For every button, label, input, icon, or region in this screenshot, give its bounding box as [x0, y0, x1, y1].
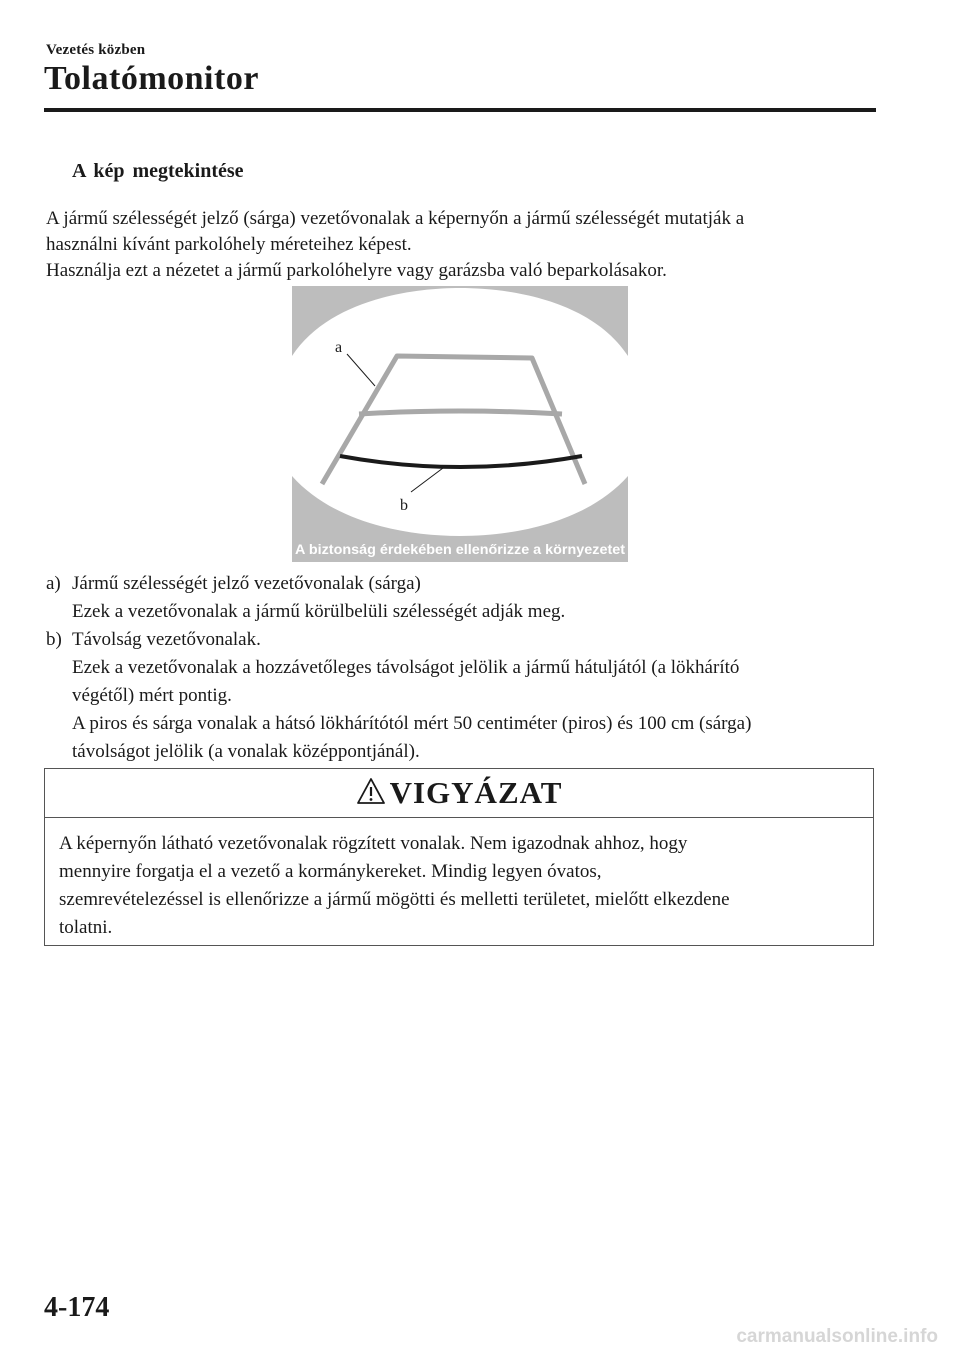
intro-line: használni kívánt parkolóhely méreteihez képest. [46, 234, 412, 255]
caution-line: tolatni. [59, 917, 113, 938]
safety-banner: A biztonság érdekében ellenőrizze a környezetet [295, 542, 626, 557]
legend-line: Távolság vezetővonalak. [72, 629, 261, 650]
legend-line: Jármű szélességét jelző vezetővonalak (sárga) [72, 573, 421, 594]
legend-item-b [46, 626, 886, 766]
caution-header [45, 769, 873, 818]
caution-title: VIGYÁZAT [389, 775, 563, 810]
legend-line: Ezek a vezetővonalak a hozzávetőleges távolságot jelölik a jármű hátuljától (a lökhárító [72, 657, 740, 678]
legend-line: végétől) mért pontig. [72, 685, 232, 706]
rear-camera-illustration [292, 286, 628, 562]
subheading: A kép megtekintése [72, 160, 244, 182]
legend-line: távolságot jelölik (a vonalak középpontjánál). [72, 741, 420, 762]
legend-key: a) [46, 573, 61, 594]
page-number: 4-174 [44, 1292, 110, 1323]
watermark: carmanualsonline.info [736, 1326, 938, 1347]
section-label: Vezetés közben [46, 42, 146, 58]
title-divider [44, 108, 876, 112]
caution-line: mennyire forgatja el a vezető a kormánykereket. Mindig legyen óvatos, [59, 861, 602, 882]
label-b: b [400, 497, 408, 514]
page-title: Tolatómonitor [44, 60, 259, 97]
legend-item-a [46, 570, 886, 626]
intro-line: Használja ezt a nézetet a jármű parkolóhelyre vagy garázsba való beparkolásakor. [46, 260, 667, 281]
intro-text [46, 206, 886, 284]
label-a: a [335, 339, 343, 356]
caution-line: A képernyőn látható vezetővonalak rögzített vonalak. Nem igazodnak ahhoz, hogy [59, 833, 688, 854]
intro-line: A jármű szélességét jelző (sárga) vezetővonalak a képernyőn a jármű szélességét mutatják a [46, 208, 745, 229]
caution-line: szemrevételezéssel is ellenőrizze a jármű mögötti és melletti területet, mielőtt elkezdene [59, 889, 730, 910]
legend-line: Ezek a vezetővonalak a jármű körülbelüli szélességét adják meg. [72, 601, 566, 622]
caution-text [45, 818, 873, 942]
legend-key: b) [46, 629, 62, 650]
legend-list [46, 570, 886, 766]
warning-triangle-icon [356, 777, 386, 810]
caution-box [44, 768, 874, 946]
legend-line: A piros és sárga vonalak a hátsó lökhárítótól mért 50 centiméter (piros) és 100 cm (sárga) [72, 713, 752, 734]
